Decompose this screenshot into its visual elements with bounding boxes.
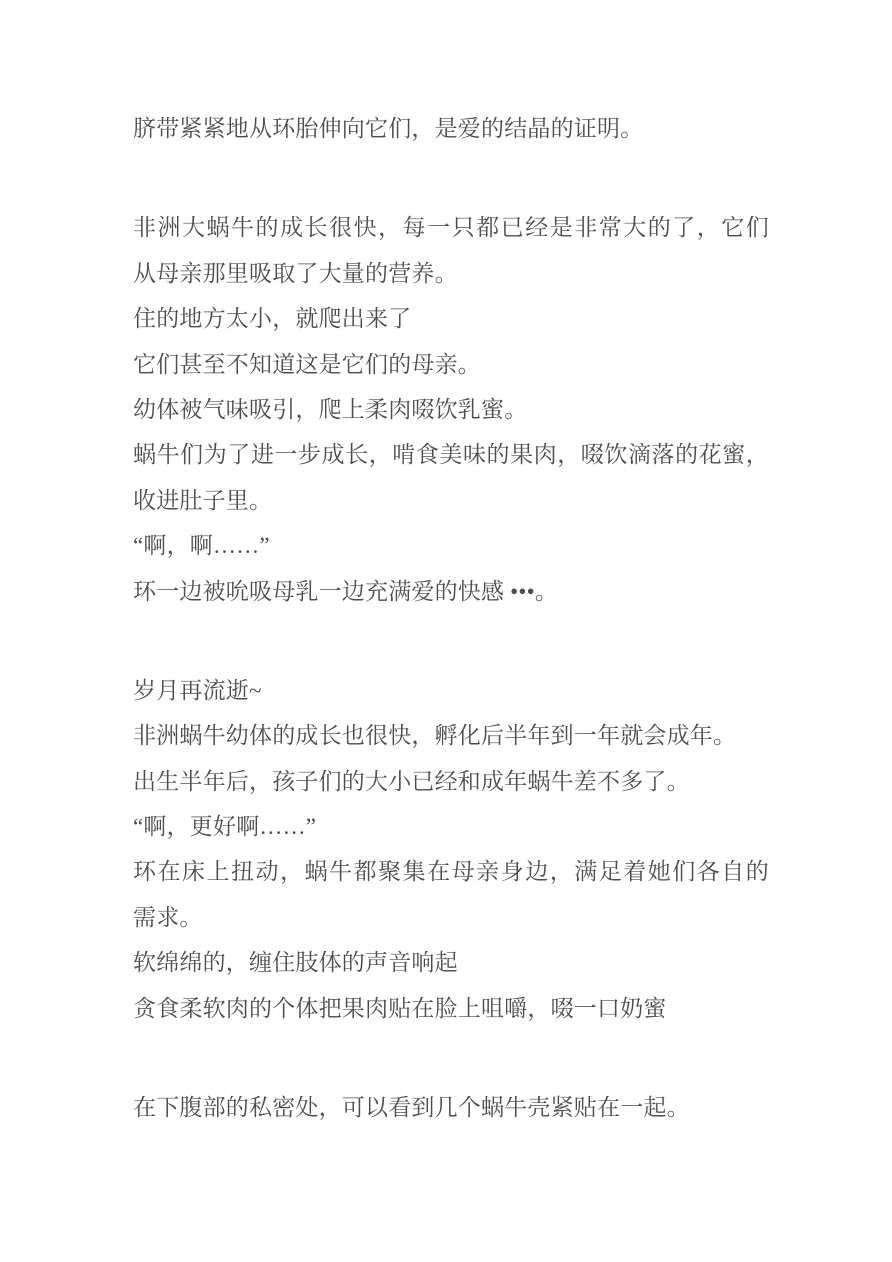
text-line: 软绵绵的，缠住肢体的声音响起 <box>133 950 458 976</box>
text-line: 需求。 <box>133 904 203 930</box>
text-line: 幼体被气味吸引，爬上柔肉啜饮乳蜜。 <box>133 396 528 422</box>
text-line: 非洲蜗牛幼体的成长也很快，孵化后半年到一年就会成年。 <box>133 723 737 749</box>
quote-line: “啊，更好啊……” <box>133 814 317 840</box>
text-line: 在下腹部的私密处，可以看到几个蜗牛壳紧贴在一起。 <box>133 1095 690 1121</box>
text-line: 蜗牛们为了进一步成长，啃食美味的果肉，啜饮滴落的花蜜， <box>133 442 769 468</box>
paragraph-gap <box>133 614 793 668</box>
quote-line: “啊，啊……” <box>133 533 270 559</box>
text-block <box>133 106 793 1130</box>
text-line: 非洲大蜗牛的成长很快，每一只都已经是非常大的了，它们 <box>133 215 769 241</box>
text-line: 收进肚子里。 <box>133 487 273 513</box>
paragraph-gap <box>133 151 793 205</box>
text-line: 出生半年后，孩子们的大小已经和成年蜗牛差不多了。 <box>133 768 690 794</box>
text-line: 从母亲那里吸取了大量的营养。 <box>133 260 458 286</box>
text-line: 贪食柔软肉的个体把果肉贴在脸上咀嚼，啜一口奶蜜 <box>133 995 667 1021</box>
paragraph-gap <box>133 1031 793 1085</box>
text-line: 岁月再流逝~ <box>133 677 262 703</box>
text-line: 环一边被吮吸母乳一边充满爱的快感 •••。 <box>133 578 559 604</box>
text-line: 住的地方太小，就爬出来了 <box>133 306 412 332</box>
text-line: 环在床上扭动，蜗牛都聚集在母亲身边，满足着她们各自的 <box>133 859 769 885</box>
text-line: 脐带紧紧地从环胎伸向它们，是爱的结晶的证明。 <box>133 116 644 141</box>
text-line: 它们甚至不知道这是它们的母亲。 <box>133 351 481 377</box>
